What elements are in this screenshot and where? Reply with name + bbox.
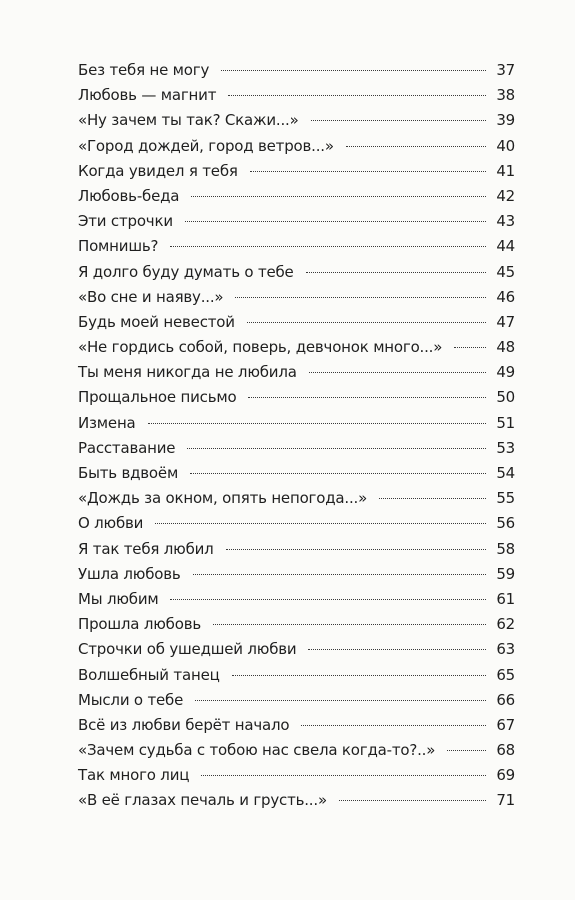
toc-entry-page-number: 51 [496, 413, 515, 432]
toc-entry [78, 612, 515, 637]
toc-entry-title: Будь моей невестой [78, 312, 235, 331]
toc-entry [78, 763, 515, 788]
toc-entry [78, 537, 515, 562]
toc-entry [78, 234, 515, 259]
toc-entry-title: Ушла любовь [78, 564, 181, 583]
toc-entry-title: Любовь-беда [78, 186, 180, 205]
toc-entry-page-number: 68 [496, 741, 515, 760]
toc-entry-page-number: 43 [496, 212, 515, 231]
toc-entry-title: Измена [78, 413, 136, 432]
toc-entry [78, 688, 515, 713]
toc-entry-page-number: 69 [496, 766, 515, 785]
toc-entry-page-number: 44 [496, 237, 515, 256]
toc-entry [78, 411, 515, 436]
dot-leader [148, 423, 486, 424]
toc-entry-page-number: 54 [496, 464, 515, 482]
dot-leader [247, 322, 486, 323]
toc-entry-page-number: 48 [496, 338, 515, 357]
toc-entry-title: Расставание [78, 438, 176, 457]
toc-entry-title: Строчки об ушедшей любви [78, 640, 297, 659]
dot-leader [170, 246, 486, 247]
toc-entry-title: «Во сне и наяву...» [78, 287, 224, 306]
dot-leader [201, 775, 486, 776]
dot-leader [346, 146, 486, 147]
toc-entry-page-number: 59 [496, 564, 515, 583]
dot-leader [250, 171, 486, 172]
dot-leader [185, 221, 486, 222]
toc-entry-title: «Не гордись собой, поверь, девчонок много...» [78, 338, 443, 357]
dot-leader [155, 523, 486, 524]
toc-entry-page-number: 61 [496, 589, 515, 608]
dot-leader [454, 347, 486, 348]
toc-entry [78, 486, 515, 511]
toc-entry-page-number: 45 [496, 262, 515, 281]
toc-entry-title: «Город дождей, город ветров...» [78, 136, 334, 155]
toc-entry [78, 360, 515, 385]
dot-leader [232, 675, 486, 676]
dot-leader [306, 272, 486, 273]
toc-entry [78, 83, 515, 108]
dot-leader [193, 574, 486, 575]
toc-entry-page-number: 62 [496, 615, 515, 634]
toc-entry-title: Прощальное письмо [78, 388, 237, 407]
dot-leader [226, 549, 486, 550]
toc-entry-page-number: 65 [496, 665, 515, 684]
dot-leader [221, 70, 486, 71]
toc-entry-title: Любовь — магнит [78, 86, 217, 105]
toc-entry [78, 108, 515, 133]
toc-entry [78, 335, 515, 360]
toc-entry-page-number: 46 [496, 287, 515, 306]
toc-entry-page-number: 42 [496, 186, 515, 205]
dot-leader [187, 448, 486, 449]
toc-entry-page-number: 71 [496, 791, 515, 810]
toc-entry-title: «Ну зачем ты так? Скажи...» [78, 111, 299, 130]
toc-entry-title: О любви [78, 514, 144, 533]
toc-entry-page-number: 37 [496, 61, 515, 79]
dot-leader [191, 196, 486, 197]
toc-entry [78, 511, 515, 536]
dot-leader [308, 649, 486, 650]
toc-entry-page-number: 38 [496, 86, 515, 105]
toc-entry-title: Прошла любовь [78, 615, 201, 634]
toc-entry [78, 562, 515, 587]
toc-entry-page-number: 66 [496, 690, 515, 709]
toc-entry [78, 310, 515, 335]
dot-leader [248, 397, 486, 398]
toc-entry [78, 663, 515, 688]
toc-entry-title: Я долго буду думать о тебе [78, 262, 294, 281]
toc-entry-title: «В её глазах печаль и грусть...» [78, 791, 327, 810]
toc-entry-title: Когда увидел я тебя [78, 161, 238, 180]
toc-entry-page-number: 39 [496, 111, 515, 130]
table-of-contents [78, 58, 515, 814]
toc-entry-title: Без тебя не могу [78, 61, 210, 79]
dot-leader [301, 725, 486, 726]
toc-entry [78, 385, 515, 410]
toc-entry-title: Эти строчки [78, 212, 173, 231]
toc-entry-page-number: 53 [496, 438, 515, 457]
toc-entry-page-number: 67 [496, 715, 515, 734]
toc-entry [78, 209, 515, 234]
toc-entry-title: Волшебный танец [78, 665, 220, 684]
toc-entry-title: «Зачем судьба с тобою нас свела когда-то?..» [78, 741, 436, 760]
toc-entry [78, 159, 515, 184]
dot-leader [213, 624, 486, 625]
toc-entry [78, 713, 515, 738]
toc-entry-page-number: 40 [496, 136, 515, 155]
toc-entry [78, 788, 515, 813]
toc-entry-title: Мысли о тебе [78, 690, 184, 709]
toc-entry [78, 461, 515, 486]
toc-entry-title: Помнишь? [78, 237, 159, 256]
toc-entry [78, 285, 515, 310]
dot-leader [447, 750, 486, 751]
dot-leader [190, 473, 486, 474]
toc-entry-title: Быть вдвоём [78, 464, 179, 482]
dot-leader [339, 800, 486, 801]
toc-entry-page-number: 56 [496, 514, 515, 533]
toc-entry [78, 58, 515, 83]
toc-entry-page-number: 50 [496, 388, 515, 407]
dot-leader [228, 95, 486, 96]
dot-leader [235, 297, 486, 298]
dot-leader [195, 700, 486, 701]
toc-entry-page-number: 63 [496, 640, 515, 659]
dot-leader [379, 498, 486, 499]
toc-entry-page-number: 55 [496, 489, 515, 508]
toc-entry-page-number: 47 [496, 312, 515, 331]
toc-entry-page-number: 41 [496, 161, 515, 180]
toc-entry [78, 260, 515, 285]
toc-entry [78, 587, 515, 612]
dot-leader [311, 120, 486, 121]
toc-entry-title: Всё из любви берёт начало [78, 715, 290, 734]
toc-entry-title: Ты меня никогда не любила [78, 363, 297, 382]
toc-entry [78, 184, 515, 209]
dot-leader [309, 372, 486, 373]
toc-entry-page-number: 58 [496, 539, 515, 558]
toc-entry [78, 738, 515, 763]
toc-entry-title: Мы любим [78, 589, 159, 608]
toc-entry-title: «Дождь за окном, опять непогода...» [78, 489, 368, 508]
toc-entry [78, 436, 515, 461]
toc-entry [78, 637, 515, 662]
dot-leader [170, 599, 486, 600]
toc-entry-page-number: 49 [496, 363, 515, 382]
toc-entry-title: Так много лиц [78, 766, 190, 785]
toc-entry-title: Я так тебя любил [78, 539, 214, 558]
toc-entry [78, 134, 515, 159]
